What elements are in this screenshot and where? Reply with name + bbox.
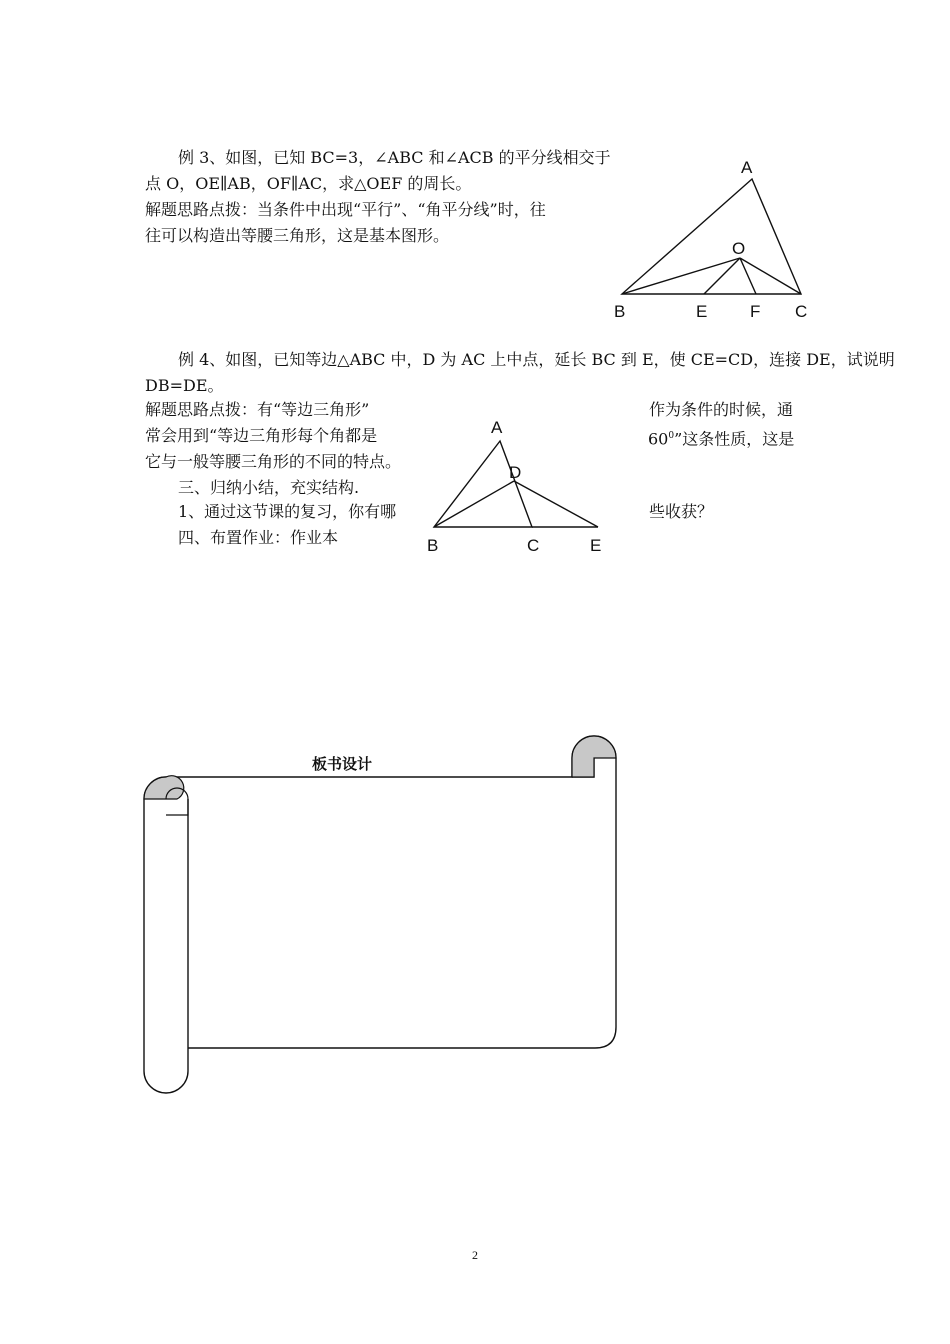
label-c-4: C <box>527 536 540 555</box>
label-e: E <box>696 302 708 321</box>
summary-item-1-right: 些收获？ <box>649 502 714 521</box>
scroll-top-curl-shade <box>572 736 616 777</box>
example3-line-1: 例 3、如图，已知 BC=3，∠ABC 和∠ACB 的平分线相交于 <box>178 148 611 167</box>
scroll-left-roll <box>144 777 188 1093</box>
example4-line-1: 例 4、如图，已知等边△ABC 中，D 为 AC 上中点，延长 BC 到 E，使 CE=CD，连接 DE，试说明 <box>178 350 895 369</box>
example4-hint-right-2: $60^0$”这条性质，这是 <box>648 429 795 449</box>
label-o: O <box>732 239 746 258</box>
label-d-4: D <box>509 463 522 482</box>
scroll-body-outline <box>166 736 616 1048</box>
label-a-4: A <box>491 418 503 437</box>
summary-heading: 三、归纳小结，充实结构. <box>178 478 360 497</box>
label-a: A <box>741 158 753 177</box>
homework-line: 四、布置作业：作业本 <box>178 528 339 547</box>
page-number: 2 <box>472 1248 478 1262</box>
example4-hint-right-1: 作为条件的时候，通 <box>649 400 794 419</box>
scroll-left-curl-shade <box>144 776 184 799</box>
example4-line-2: DB=DE。 <box>145 376 224 395</box>
label-f: F <box>750 302 761 321</box>
label-c: C <box>795 302 808 321</box>
label-b: B <box>614 302 626 321</box>
example4-hint-left-2: 常会用到“等边三角形每个角都是 <box>145 426 378 445</box>
label-e-4: E <box>590 536 602 555</box>
board-title: 板书设计 <box>312 755 373 773</box>
summary-item-1-left: 1、通过这节课的复习，你有哪 <box>178 502 397 521</box>
example4-hint-left-3: 它与一般等腰三角形的不同的特点。 <box>145 452 402 471</box>
example3-line-2: 点 O，OE∥AB，OF∥AC，求△OEF 的周长。 <box>145 174 472 193</box>
example3-hint-line-2: 往可以构造出等腰三角形，这是基本图形。 <box>145 226 450 245</box>
example3-hint-line-1: 解题思路点拨：当条件中出现“平行”、“角平分线”时，往 <box>145 200 546 219</box>
example4-hint-left-1: 解题思路点拨：有“等边三角形” <box>145 400 370 419</box>
label-b-4: B <box>427 536 439 555</box>
